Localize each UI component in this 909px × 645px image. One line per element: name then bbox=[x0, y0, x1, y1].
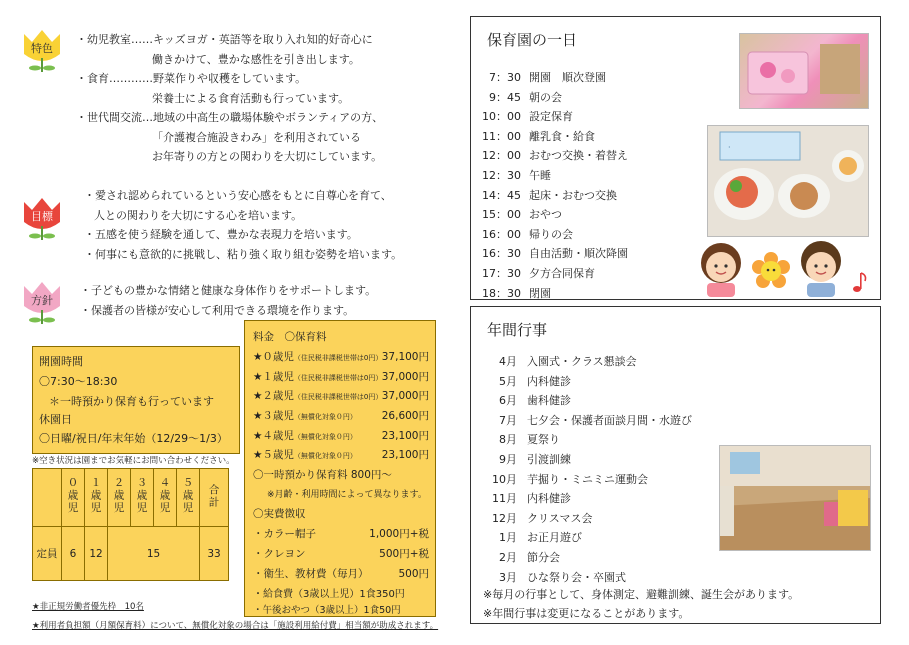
list-item: ・世代間交流…地域の中高生の職場体験やボランティアの方、 bbox=[76, 111, 384, 124]
schedule-time: 15：00 bbox=[482, 208, 521, 222]
schedule-row bbox=[463, 167, 551, 183]
schedule-time: 11：00 bbox=[482, 129, 521, 143]
list-item: ・幼児教室……キッズヨガ・英語等を取り入れ知的好奇心に bbox=[76, 33, 373, 46]
event-row bbox=[483, 471, 648, 487]
schedule-time: 14：45 bbox=[482, 188, 521, 202]
event-text: 夏祭り bbox=[527, 433, 560, 447]
schedule-time: 9：45 bbox=[489, 90, 521, 104]
fee-row-2: ★２歳児（住民税非課税世帯は0円） 37,000円 bbox=[253, 390, 429, 402]
event-row bbox=[483, 353, 637, 369]
schedule-text: おむつ交換・着替え bbox=[529, 149, 628, 163]
event-month: 8月 bbox=[499, 433, 517, 447]
hours-time: 〇7:30～18:30 bbox=[39, 375, 118, 388]
schedule-text: 起床・おむつ交換 bbox=[529, 188, 617, 202]
list-item: ・保護者の皆様が安心して利用できる環境を作ります。 bbox=[80, 303, 355, 317]
col-header-0: ０歳児 bbox=[62, 469, 85, 527]
cell-age1: 12 bbox=[85, 527, 108, 581]
goals-list bbox=[84, 186, 402, 264]
cell-age2-5: 15 bbox=[108, 527, 200, 581]
schedule-time: 18：30 bbox=[482, 286, 521, 300]
temp-fee-note: ※月齢・利用時間によって異なります。 bbox=[267, 490, 427, 500]
event-month: 3月 bbox=[499, 570, 517, 584]
list-item: お年寄りの方との関わりを大切にしています。 bbox=[152, 150, 383, 163]
event-row bbox=[483, 490, 571, 506]
tulip-goals-icon bbox=[20, 196, 64, 240]
fee-row-5: ★５歳児（無償化対象０円） 23,100円 bbox=[253, 449, 429, 461]
policy-list bbox=[80, 281, 376, 320]
daily-panel bbox=[470, 16, 881, 300]
fee-row-4: ★４歳児（無償化対象０円） 23,100円 bbox=[253, 430, 429, 442]
fee-row-0: ★０歳児（住民税非課税世帯は0円） 37,100円 bbox=[253, 351, 429, 363]
event-text: 七夕会・保護者面談月間・水遊び bbox=[527, 413, 692, 427]
list-item: 働きかけて、豊かな感性を引き出します。 bbox=[152, 52, 360, 66]
schedule-time: 17：30 bbox=[482, 267, 521, 280]
schedule-row bbox=[463, 187, 617, 203]
event-row bbox=[483, 510, 593, 526]
list-item: ・五感を使う経験を通して、豊かな表現力を培います。 bbox=[84, 228, 358, 241]
event-month: 4月 bbox=[499, 355, 517, 368]
schedule-row bbox=[463, 285, 551, 301]
event-month: 12月 bbox=[492, 511, 517, 525]
cell-total: 33 bbox=[200, 527, 229, 581]
event-month: 6月 bbox=[499, 394, 517, 408]
col-header-4: ４歳児 bbox=[154, 469, 177, 527]
hall-photo bbox=[719, 445, 871, 551]
actual-row-2: ・衛生、教材費（毎月） 500円 bbox=[253, 568, 429, 580]
actual-row-4: ・午後おやつ（3歳以上）1食50円 bbox=[253, 605, 401, 616]
schedule-row bbox=[463, 69, 606, 85]
schedule-text: おやつ bbox=[529, 208, 562, 222]
schedule-text: 設定保育 bbox=[529, 110, 573, 124]
event-row bbox=[483, 392, 571, 408]
event-row bbox=[483, 412, 692, 428]
schedule-time: 16：30 bbox=[482, 247, 521, 261]
event-row bbox=[483, 529, 582, 545]
event-month: 2月 bbox=[499, 551, 517, 564]
daily-title: 保育園の一日 bbox=[487, 31, 578, 49]
schedule-row bbox=[463, 147, 628, 163]
event-month: 5月 bbox=[499, 374, 517, 388]
col-header-2: ２歳児 bbox=[108, 469, 131, 527]
event-row bbox=[483, 549, 560, 565]
schedule-row bbox=[463, 108, 573, 124]
hours-box bbox=[32, 346, 240, 454]
yearly-note-2: ※年間行事は変更になることがあります。 bbox=[483, 607, 690, 620]
list-item: 「介護複合施設きわみ」を利用されている bbox=[152, 130, 361, 144]
event-row bbox=[483, 373, 571, 389]
event-month: 11月 bbox=[492, 492, 517, 506]
actual-row-3: ・給食費（3歳以上児）1食350円 bbox=[253, 589, 405, 600]
closed-days: 〇日曜/祝日/年末年始（12/29～1/3） bbox=[39, 432, 228, 445]
tulip-features-icon bbox=[20, 28, 64, 72]
schedule-text: 閉園 bbox=[529, 286, 551, 300]
col-header-1: １歳児 bbox=[85, 469, 108, 527]
col-header-total: 合計 bbox=[200, 469, 229, 527]
fee-row-1: ★１歳児（住民税非課税世帯は0円） 37,000円 bbox=[253, 371, 429, 383]
actual-row-1: ・クレヨン 500円+税 bbox=[253, 548, 429, 560]
schedule-text: 午睡 bbox=[529, 169, 551, 182]
event-text: ひな祭り会・卒園式 bbox=[527, 570, 626, 584]
event-text: お正月遊び bbox=[527, 531, 582, 545]
features-list bbox=[76, 30, 383, 167]
schedule-row bbox=[463, 226, 573, 242]
children-illustration bbox=[697, 239, 875, 297]
features-label: 特色 bbox=[31, 42, 53, 55]
event-text: クリスマス会 bbox=[527, 511, 593, 525]
vacancy-note: ※空き状況は園までお気軽にお問い合わせください。 bbox=[32, 456, 235, 466]
event-month: 9月 bbox=[499, 453, 517, 466]
table-row bbox=[33, 527, 229, 581]
schedule-text: 夕方合同保育 bbox=[529, 267, 595, 280]
schedule-row bbox=[463, 128, 595, 144]
actual-title: 〇実費徴収 bbox=[253, 508, 306, 520]
footnote-2: ★利用者負担額（月額保育料）について、無償化対象の場合は「施設利用給付費」相当額が助成されます。 bbox=[32, 621, 439, 631]
temp-fee: 〇一時預かり保育料 800円～ bbox=[253, 469, 392, 481]
actual-row-0: ・カラー帽子 1,000円+税 bbox=[253, 528, 429, 540]
event-row bbox=[483, 451, 571, 467]
event-month: 10月 bbox=[492, 472, 517, 486]
schedule-row bbox=[463, 206, 562, 222]
schedule-text: 開園 順次登園 bbox=[529, 71, 606, 84]
event-text: 内科健診 bbox=[527, 374, 571, 388]
schedule-row bbox=[463, 265, 595, 281]
event-text: 入園式・クラス懇談会 bbox=[527, 355, 637, 368]
schedule-text: 自由活動・順次降園 bbox=[529, 247, 628, 261]
schedule-time: 7：30 bbox=[489, 71, 521, 84]
list-item: ・何事にも意欲的に挑戦し、粘り強く取り組む姿勢を培います。 bbox=[84, 247, 403, 261]
list-item: 人との関わりを大切にする心を培います。 bbox=[94, 208, 303, 222]
event-text: 歯科健診 bbox=[527, 394, 571, 408]
tulip-policy-icon bbox=[20, 280, 64, 324]
policy-label: 方針 bbox=[31, 294, 53, 307]
list-item: ・子どもの豊かな情緒と健康な身体作りをサポートします。 bbox=[80, 284, 377, 297]
col-header-5: ５歳児 bbox=[177, 469, 200, 527]
event-text: 引渡訓練 bbox=[527, 453, 571, 466]
closed-title: 休園日 bbox=[39, 413, 72, 426]
list-item: ・食育…………野菜作りや収穫をしています。 bbox=[76, 72, 307, 85]
schedule-row bbox=[463, 89, 562, 105]
col-header-3: ３歳児 bbox=[131, 469, 154, 527]
yearly-panel bbox=[470, 306, 881, 624]
fee-title: 料金 〇保育料 bbox=[253, 331, 327, 343]
hours-temp: ＊一時預かり保育も行っています bbox=[49, 395, 214, 408]
schedule-text: 離乳食・給食 bbox=[529, 129, 595, 143]
event-month: 7月 bbox=[499, 413, 517, 427]
fee-box bbox=[244, 320, 436, 617]
schedule-time: 12：30 bbox=[482, 169, 521, 182]
yearly-note-1: ※毎月の行事として、身体測定、避難訓練、誕生会があります。 bbox=[483, 588, 800, 601]
schedule-row bbox=[463, 245, 628, 261]
event-text: 節分会 bbox=[527, 551, 560, 564]
classroom-photo bbox=[739, 33, 869, 109]
event-row bbox=[483, 569, 626, 585]
lunch-photo bbox=[707, 125, 869, 237]
hours-title: 開園時間 bbox=[39, 355, 83, 368]
svg-text:·: · bbox=[728, 143, 731, 152]
capacity-table bbox=[32, 468, 229, 581]
row-label: 定員 bbox=[33, 527, 62, 581]
schedule-time: 12：00 bbox=[482, 149, 521, 163]
cell-age0: 6 bbox=[62, 527, 85, 581]
footnote-1: ★非正規労働者優先枠 10名 bbox=[32, 602, 144, 612]
goals-label: 目標 bbox=[31, 210, 53, 223]
fee-row-3: ★３歳児（無償化対象０円） 26,600円 bbox=[253, 410, 429, 422]
schedule-text: 朝の会 bbox=[529, 90, 562, 104]
yearly-title: 年間行事 bbox=[487, 321, 548, 339]
list-item: 栄養士による食育活動も行っています。 bbox=[152, 91, 350, 105]
schedule-time: 16：00 bbox=[482, 227, 521, 241]
schedule-text: 帰りの会 bbox=[529, 227, 573, 241]
event-month: 1月 bbox=[499, 531, 517, 545]
schedule-time: 10：00 bbox=[482, 110, 521, 124]
event-row bbox=[483, 431, 560, 447]
event-text: 内科健診 bbox=[527, 492, 571, 506]
event-text: 芋掘り・ミニミニ運動会 bbox=[527, 472, 648, 486]
list-item: ・愛され認められているという安心感をもとに自尊心を育て、 bbox=[84, 189, 392, 202]
